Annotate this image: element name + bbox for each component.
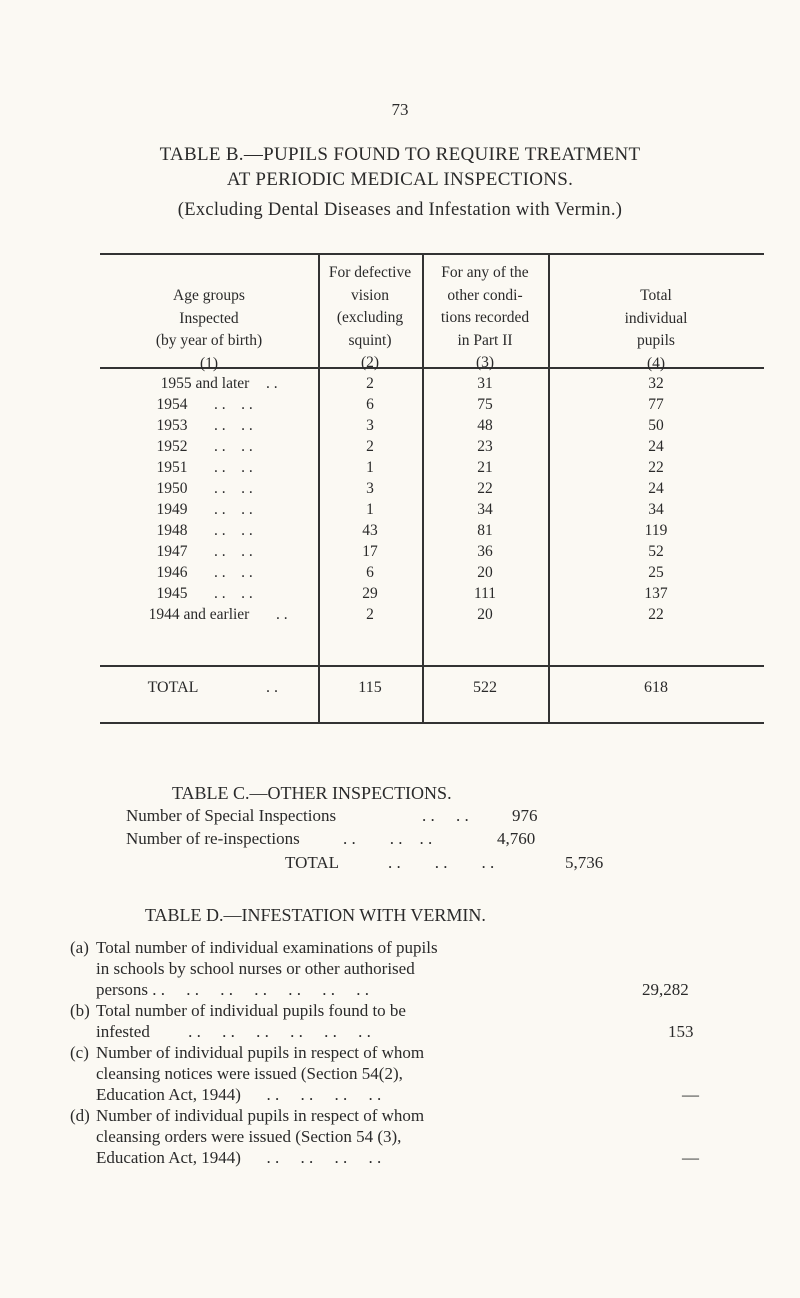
table-c-title: TABLE C.—OTHER INSPECTIONS. (172, 783, 452, 803)
cell-other: 23 (477, 438, 493, 455)
item-line: cleansing orders were issued (Section 54 (3), (96, 1127, 402, 1146)
table-row (100, 606, 764, 627)
cell-other: 34 (477, 501, 493, 518)
row-label: 1952 (156, 438, 188, 455)
item-line: infested (96, 1022, 150, 1041)
cell-vision: 29 (362, 585, 378, 602)
leader-dots: . . . . . . (343, 829, 433, 848)
item-line-with-dots: infested . . . . . . . . . . . . (96, 1022, 371, 1041)
cell-other: 36 (477, 543, 493, 560)
header-line: Total (640, 287, 672, 304)
header-line: other condi- (447, 286, 523, 304)
total-other: 522 (473, 679, 497, 696)
header-line: For any of the (441, 264, 529, 281)
leader-dots: . . . . . . (388, 853, 495, 872)
cell-total: 137 (644, 585, 668, 602)
table-bottom-rule (100, 722, 764, 724)
item-line: Total number of individual examinations of pupils (96, 938, 438, 957)
cell-other: 75 (477, 396, 493, 413)
header-line: (excluding (336, 309, 404, 326)
table-top-rule (100, 253, 764, 255)
total-vision: 115 (358, 679, 382, 696)
header-line: (1) (199, 354, 219, 372)
cell-total: 77 (648, 396, 664, 413)
item-a-value: 29,282 (642, 980, 689, 999)
item-line: Number of individual pupils in respect of whom (96, 1043, 425, 1062)
table-row (100, 480, 764, 501)
item-d-value: — (682, 1148, 699, 1167)
cell-vision: 17 (362, 543, 378, 560)
item-b-text (96, 1000, 616, 1042)
table-c-total-label: TOTAL (285, 853, 340, 872)
special-inspections-value: 976 (512, 806, 538, 825)
cell-total: 32 (648, 375, 664, 392)
cell-total: 22 (648, 459, 664, 476)
row-label: 1955 and later (160, 375, 250, 392)
table-b-title-line1: TABLE B.—PUPILS FOUND TO REQUIRE TREATMENT (159, 144, 641, 165)
item-line-with-dots: persons . . . . . . . . . . . . . . (96, 980, 369, 999)
item-line-with-dots: Education Act, 1944) . . . . . . . . (96, 1148, 382, 1167)
cell-other: 20 (477, 606, 493, 623)
cell-vision: 3 (366, 480, 374, 497)
leader-dots: . . . . (214, 396, 253, 413)
header-line: (2) (360, 354, 380, 371)
header-line: For defective (328, 264, 412, 281)
table-row (100, 501, 764, 522)
table-b-title-line2: AT PERIODIC MEDICAL INSPECTIONS. (226, 169, 574, 190)
row-label: 1949 (156, 501, 188, 518)
table-row (100, 522, 764, 543)
leader-dots: . . . . (214, 459, 253, 476)
table-row (100, 375, 764, 396)
cell-vision: 2 (366, 606, 374, 623)
row-label: 1947 (156, 543, 188, 560)
cell-total: 24 (648, 480, 664, 497)
row-label: 1954 (156, 396, 188, 413)
header-total-pupils (548, 285, 764, 375)
header-line: Age groups (173, 287, 245, 304)
cell-other: 20 (477, 564, 493, 581)
header-other-conditions (422, 262, 548, 375)
item-line-with-dots: Education Act, 1944) . . . . . . . . (96, 1085, 382, 1104)
item-b-value: 153 (668, 1022, 694, 1041)
cell-vision: 43 (362, 522, 378, 539)
item-marker: (d) (70, 1106, 90, 1125)
header-line: vision (351, 286, 389, 304)
header-line: Inspected (179, 309, 239, 327)
cell-total: 24 (648, 438, 664, 455)
leader-dots: . . . . (214, 417, 253, 434)
item-line: in schools by school nurses or other authorised (96, 959, 415, 978)
leader-dots: . . (276, 606, 288, 623)
total-pupils: 618 (644, 679, 668, 696)
total-label: TOTAL (147, 679, 199, 696)
row-label: 1948 (156, 522, 188, 539)
item-line: cleansing notices were issued (Section 54(2), (96, 1064, 403, 1083)
cell-vision: 2 (366, 375, 374, 392)
cell-vision: 1 (366, 501, 374, 518)
reinspections-label: Number of re-inspections (126, 829, 300, 848)
table-c-total-value: 5,736 (565, 853, 604, 872)
table-row (100, 564, 764, 585)
item-line: Education Act, 1944) (96, 1085, 241, 1104)
cell-other: 21 (477, 459, 493, 476)
header-line: (4) (646, 354, 666, 372)
item-c-value: — (682, 1085, 699, 1104)
leader-dots: . . . . (214, 438, 253, 455)
row-label: 1945 (156, 585, 188, 602)
cell-total: 119 (644, 522, 668, 539)
item-d-text (96, 1105, 616, 1168)
table-row (100, 459, 764, 480)
item-marker: (a) (70, 938, 89, 957)
item-line: persons (96, 980, 148, 999)
header-line: (3) (475, 354, 495, 371)
cell-vision: 1 (366, 459, 374, 476)
row-label: 1944 and earlier (148, 606, 250, 623)
header-line: in Part II (457, 331, 513, 349)
leader-dots: . . . . (214, 480, 253, 497)
table-row (100, 438, 764, 459)
header-age-groups (100, 285, 318, 375)
header-line: tions recorded (440, 309, 530, 326)
cell-total: 34 (648, 501, 664, 518)
table-total-row (100, 679, 764, 700)
leader-dots: . . . . (214, 501, 253, 518)
special-inspections-label: Number of Special Inspections (126, 806, 337, 825)
cell-other: 48 (477, 417, 493, 434)
reinspections-value: 4,760 (497, 829, 536, 848)
item-marker: (b) (70, 1001, 90, 1020)
row-label: 1951 (156, 459, 188, 476)
table-total-rule (100, 665, 764, 667)
leader-dots: . . (266, 679, 278, 696)
item-marker: (c) (70, 1043, 89, 1062)
header-line: (by year of birth) (155, 332, 263, 349)
leader-dots: . . . . (214, 543, 253, 560)
table-row (100, 543, 764, 564)
leader-dots: . . (266, 375, 278, 392)
cell-other: 111 (473, 585, 497, 602)
row-label: 1953 (156, 417, 188, 434)
table-row (100, 585, 764, 606)
row-label: 1950 (156, 480, 188, 497)
header-line: individual (624, 309, 688, 327)
item-line: Education Act, 1944) (96, 1148, 241, 1167)
item-line: Number of individual pupils in respect of whom (96, 1106, 425, 1125)
cell-total: 22 (648, 606, 664, 623)
cell-vision: 3 (366, 417, 374, 434)
cell-total: 52 (648, 543, 664, 560)
page-number: 73 (391, 100, 409, 119)
cell-total: 50 (648, 417, 664, 434)
header-line: squint) (348, 331, 392, 349)
cell-vision: 2 (366, 438, 374, 455)
cell-other: 81 (477, 522, 493, 539)
table-d-title: TABLE D.—INFESTATION WITH VERMIN. (145, 905, 486, 925)
cell-total: 25 (648, 564, 664, 581)
table-row (100, 396, 764, 417)
cell-vision: 6 (366, 396, 374, 413)
item-c-text (96, 1042, 616, 1105)
item-line: Total number of individual pupils found to be (96, 1001, 406, 1020)
leader-dots: . . . . (214, 585, 253, 602)
leader-dots: . . . . (422, 806, 469, 825)
cell-vision: 6 (366, 564, 374, 581)
header-line: pupils (637, 332, 675, 349)
table-b-subtitle: (Excluding Dental Diseases and Infestation with Vermin.) (177, 200, 623, 220)
cell-other: 22 (477, 480, 493, 497)
header-defective-vision (318, 262, 422, 375)
item-a-text (96, 937, 616, 1000)
leader-dots: . . . . (214, 522, 253, 539)
leader-dots: . . . . (214, 564, 253, 581)
table-row (100, 417, 764, 438)
row-label: 1946 (156, 564, 188, 581)
cell-other: 31 (477, 375, 493, 392)
